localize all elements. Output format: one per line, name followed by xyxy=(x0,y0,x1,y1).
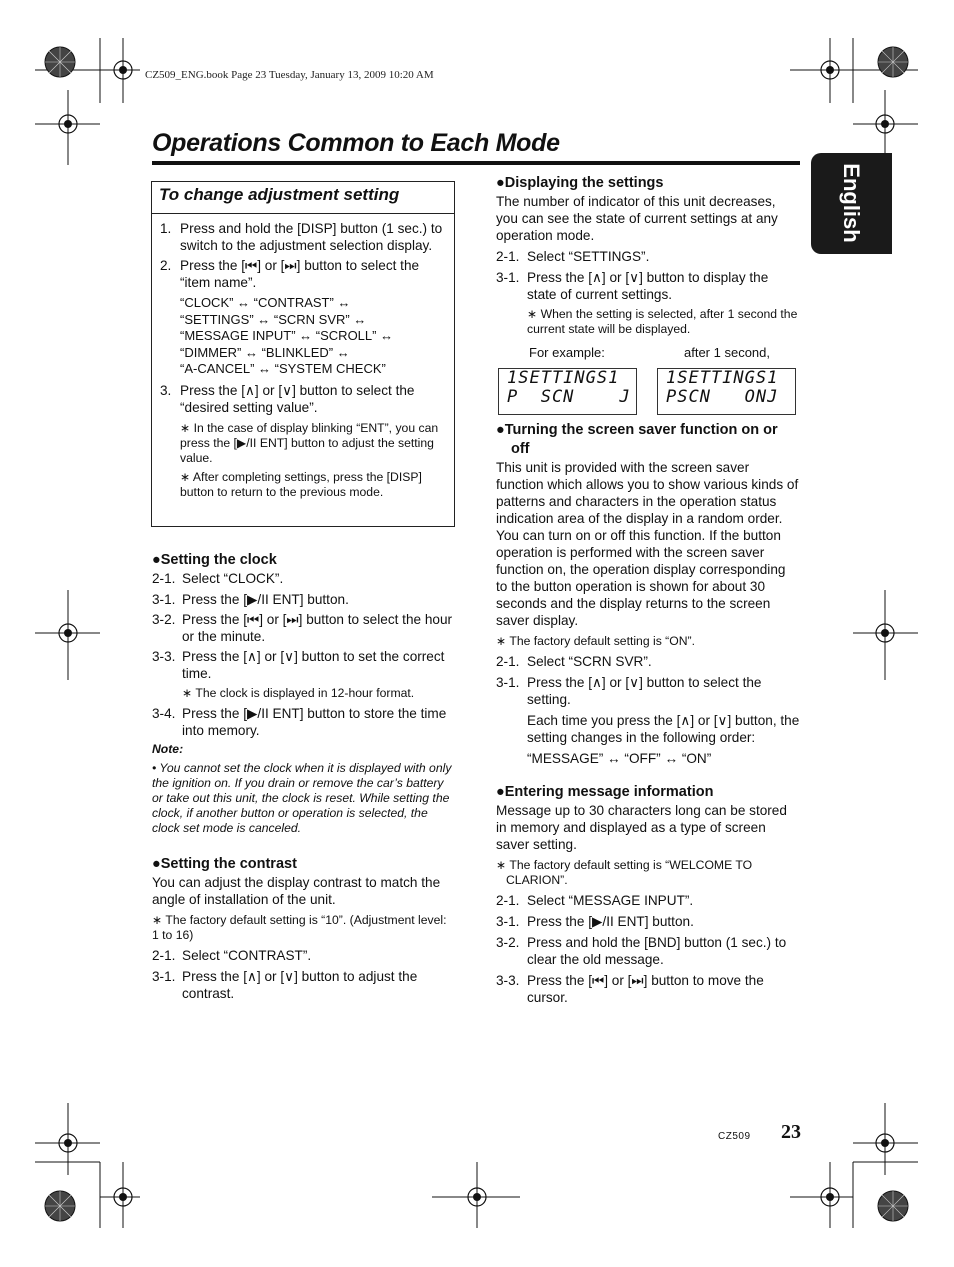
list-item: 3. Press the [∧] or [∨] button to select the “desired setting value”. xyxy=(160,382,415,415)
language-tab xyxy=(811,153,892,254)
contrast-note: ∗ The factory default setting is “10”. (Adjustment level: 1 to 16) xyxy=(152,913,447,942)
note-text: • You cannot set the clock when it is displayed with only the ignition on. If you drain or remove the car’s battery or take out this unit, the clock is reset. While setting the clock, if another button or operation is selected, the clock set mode is canceled. xyxy=(152,761,452,835)
list-item: 3-1. Press the [∧] or [∨] button to display the state of current settings. xyxy=(496,270,769,302)
section-heading: ●Entering message information xyxy=(496,784,714,800)
list-item: 3-2. Press and hold the [BND] button (1 sec.) to clear the old message. xyxy=(496,935,787,967)
after-label: after 1 second, xyxy=(684,345,770,360)
list-item: 3-2. Press the [⏮] or [⏭] button to select the hour or the minute. xyxy=(152,612,453,644)
example-label: For example: xyxy=(529,345,605,360)
message-section xyxy=(496,783,800,1006)
display-note: ∗ When the setting is selected, after 1 second the current state will be displayed. xyxy=(527,307,798,336)
list-item: 2. Press the [⏮] or [⏭] button to select the “item name”. xyxy=(160,258,420,290)
section-heading: ●Setting the contrast xyxy=(152,856,297,872)
list-item: 2-1. Select “SETTINGS”. xyxy=(496,249,650,264)
saver-sequence: “MESSAGE” ↔ “OFF” ↔ “ON” xyxy=(527,751,712,766)
list-item: 3-1. Press the [▶/II ENT] button. xyxy=(152,592,349,607)
section-intro: The number of indicator of this unit decreases, you can see the state of current settings at any operation mode. xyxy=(496,194,778,243)
list-item: 2-1. Select “CONTRAST”. xyxy=(152,948,312,963)
language-tab-label: English xyxy=(839,163,864,243)
section-intro: You can adjust the display contrast to match the angle of installation of the unit. xyxy=(152,875,441,907)
adjustment-box xyxy=(151,181,455,527)
section-heading: ●Setting the clock xyxy=(152,552,277,568)
section-intro: This unit is provided with the screen saver function which allows you to show various kinds of patterns and characters in the operation status indication area of the display in a random order. You can turn on or off this function. If the button operation is performed with the screen saver function on, the operation display corresponding to the button operation is shown for about 30 seconds and the display returns to the screen saver display. xyxy=(496,460,799,628)
list-item: 3-3. Press the [∧] or [∨] button to set the correct time. xyxy=(152,649,445,681)
list-item: 2-1. Select “CLOCK”. xyxy=(152,571,284,586)
page-title: Operations Common to Each Mode xyxy=(152,129,560,157)
title-rule xyxy=(152,161,800,165)
list-item: 3-1. Press the [▶/II ENT] button. xyxy=(496,914,694,929)
display-settings-section xyxy=(496,174,800,337)
lcd-display-after: 1SETTINGS1 PSCN ONJ xyxy=(657,368,796,415)
adjustment-box-title: To change adjustment setting xyxy=(152,182,454,214)
item-sequence: “CLOCK” ↔ “CONTRAST” ↔ “SETTINGS” ↔ “SCRN SVR” ↔ “MESSAGE INPUT” ↔ “SCROLL” ↔ “DIMMER” ↔ “BLINKLED” ↔ “A-CANCEL” ↔ “SYSTEM CHECK” xyxy=(180,295,394,376)
saver-note: ∗ The factory default setting is “ON”. xyxy=(496,634,695,648)
section-heading: ●Turning the screen saver function on or off xyxy=(496,422,778,457)
section-intro: Message up to 30 characters long can be stored in memory and displayed as a type of screen saver setting. xyxy=(496,803,787,852)
box-note: ∗ In the case of display blinking “ENT”, you can press the [▶/II ENT] button to adjust the setting value. xyxy=(180,420,439,465)
message-note: ∗ The factory default setting is “WELCOME TO CLARION”. xyxy=(496,858,753,887)
list-item: 2-1. Select “SCRN SVR”. xyxy=(496,654,652,669)
section-heading: ●Displaying the settings xyxy=(496,175,664,191)
book-header: CZ509_ENG.book Page 23 Tuesday, January 13, 2009 10:20 AM xyxy=(145,69,434,81)
contrast-section xyxy=(152,855,456,1002)
list-item: 3-3. Press the [⏮] or [⏭] button to move the cursor. xyxy=(496,973,764,1005)
clock-section xyxy=(152,551,456,836)
screen-saver-section xyxy=(496,421,800,767)
note-label: Note: xyxy=(152,742,184,756)
saver-detail: Each time you press the [∧] or [∨] button, the setting changes in the following order: xyxy=(527,713,800,745)
model-id: CZ509 xyxy=(718,1131,751,1142)
box-note: ∗ After completing settings, press the [DISP] button to return to the previous mode. xyxy=(180,469,422,499)
list-item: 2-1. Select “MESSAGE INPUT”. xyxy=(496,893,694,908)
clock-note: ∗ The clock is displayed in 12-hour format. xyxy=(182,686,415,700)
lcd-display-before: 1SETTINGS1 P SCN J xyxy=(498,368,637,415)
list-item: 3-4. Press the [▶/II ENT] button to store the time into memory. xyxy=(152,706,447,738)
list-item: 3-1. Press the [∧] or [∨] button to select the setting. xyxy=(496,675,762,707)
list-item: 1. Press and hold the [DISP] button (1 sec.) to switch to the adjustment selection display. xyxy=(160,221,443,253)
page-number: 23 xyxy=(781,1121,801,1143)
list-item: 3-1. Press the [∧] or [∨] button to adjust the contrast. xyxy=(152,969,418,1001)
